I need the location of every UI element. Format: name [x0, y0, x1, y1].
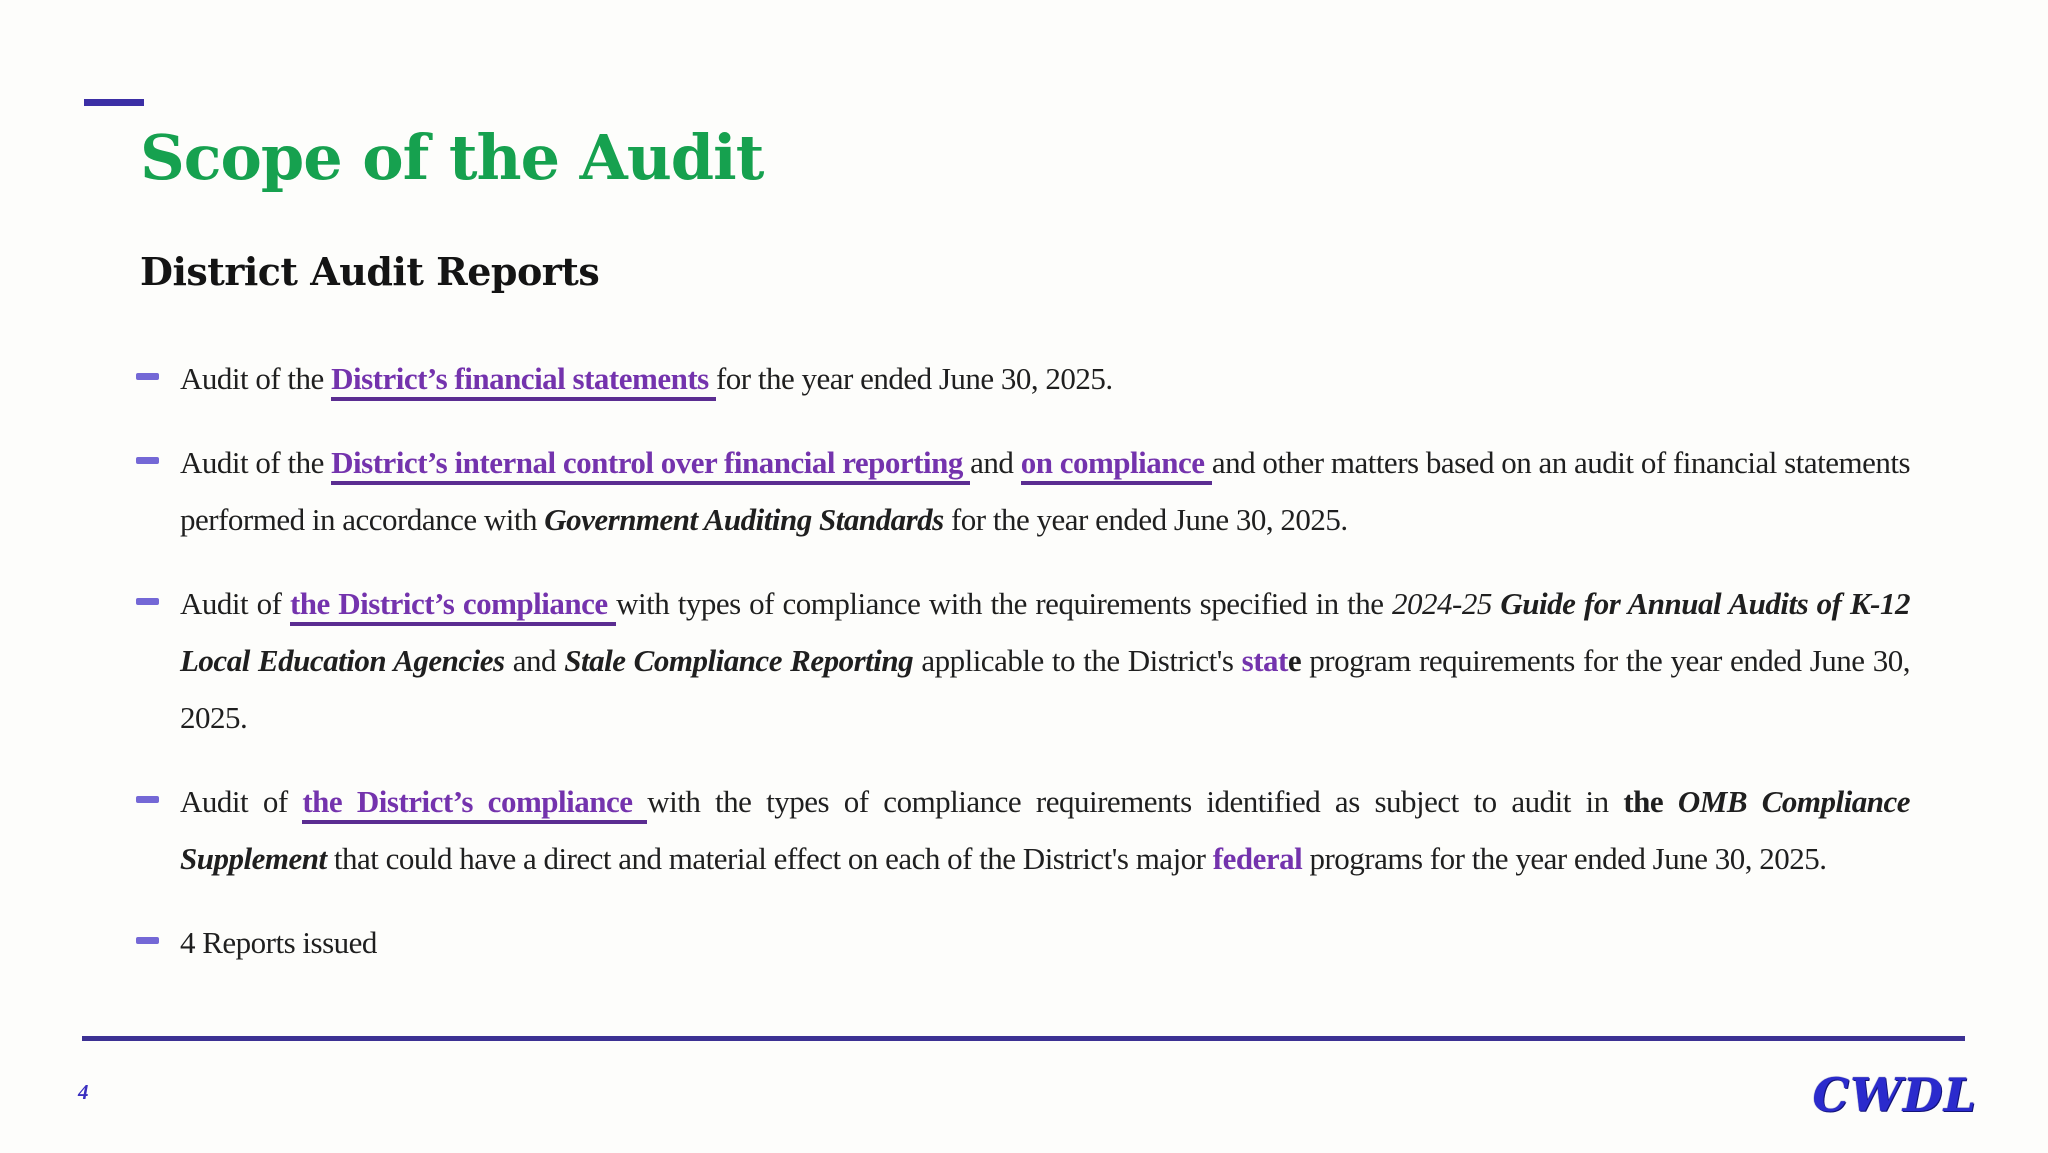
bullet-item [180, 773, 1910, 887]
hyperlink[interactable]: District’s financial statements [331, 361, 716, 401]
text-segment: and other matters based on an audit of financial statements performed in accordance with [180, 445, 1911, 537]
text-segment: for the year ended June 30, 2025. [943, 502, 1348, 537]
bullet-item [180, 350, 1910, 407]
bullet-dash-icon [136, 373, 159, 380]
text-segment: with types of compliance with the requirements specified in the [616, 586, 1393, 621]
text-segment: Audit of the [180, 445, 332, 480]
hyperlink[interactable]: the District’s compliance [302, 784, 647, 824]
bullet-dash-icon [136, 598, 159, 605]
bullet-item [180, 575, 1910, 746]
text-segment: federal [1212, 841, 1303, 876]
text-segment: OMB Compliance Supplement [180, 784, 1911, 876]
text-segment: stat [1241, 643, 1288, 678]
text-segment: e [1287, 643, 1302, 678]
text-segment: that could have a direct and material effect on each of the District's major [326, 841, 1213, 876]
bullet-text [180, 914, 1910, 971]
text-segment: with the types of compliance requirements identified as subject to audit in [647, 784, 1624, 819]
text-segment: 2024-25 [1392, 586, 1501, 621]
text-segment: Guide for Annual Audits of K-12 Local Education Agencies [180, 586, 1910, 678]
text-segment: Audit of the [180, 361, 332, 396]
bullet-item [180, 914, 1910, 971]
footer-rule [82, 1036, 1965, 1041]
accent-dash-icon [84, 99, 144, 106]
bullet-text [180, 350, 1910, 407]
text-segment: Audit of [180, 586, 290, 621]
text-segment: and [504, 643, 565, 678]
bullet-text [180, 434, 1910, 548]
text-segment: Government Auditing Standards [544, 502, 944, 537]
hyperlink[interactable]: the District’s compliance [290, 586, 616, 626]
hyperlink[interactable]: District’s internal control over financial reporting [331, 445, 970, 485]
section-heading: District Audit Reports [140, 249, 600, 294]
text-segment: programs for the year ended June 30, 2025. [1302, 841, 1827, 876]
text-segment: 4 Reports issued [180, 925, 377, 960]
text-segment: for the year ended June 30, 2025. [715, 361, 1113, 396]
bullet-text [180, 773, 1910, 887]
text-segment: program requirements for the year ended June 30, 2025. [180, 643, 1910, 735]
text-segment: Audit of [180, 784, 303, 819]
bullet-dash-icon [136, 937, 159, 944]
text-segment: and [970, 445, 1021, 480]
text-segment: Stale Compliance Reporting [564, 643, 914, 678]
logo-cwdl: CWDL [1812, 1068, 1977, 1122]
bullet-dash-icon [136, 457, 159, 464]
page-number: 4 [78, 1080, 89, 1104]
text-segment: applicable to the District's [913, 643, 1242, 678]
bullet-list [180, 350, 1910, 998]
bullet-dash-icon [136, 796, 159, 803]
bullet-item [180, 434, 1910, 548]
page-title: Scope of the Audit [140, 121, 764, 194]
bullet-text [180, 575, 1910, 746]
hyperlink[interactable]: on compliance [1021, 445, 1212, 485]
text-segment: the [1623, 784, 1678, 819]
